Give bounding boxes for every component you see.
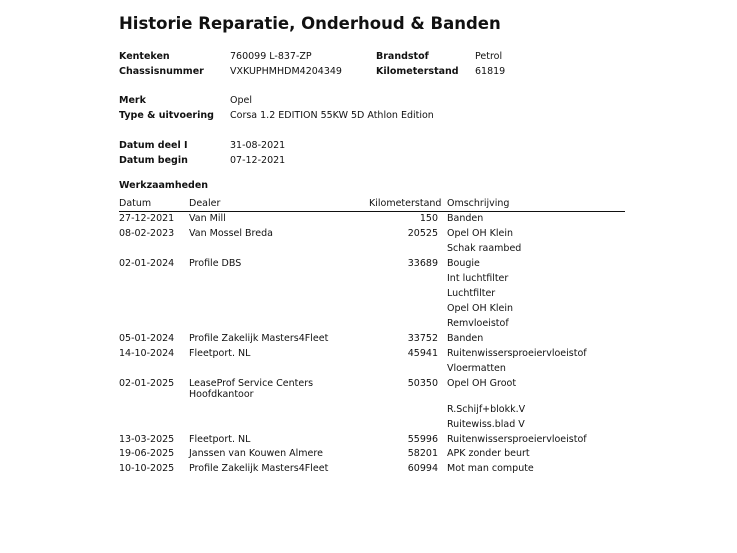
row-km: 45941: [407, 348, 438, 359]
row-item: Ruitenwissersproeiervloeistof: [447, 348, 587, 359]
row-km: 60994: [407, 463, 438, 474]
type-value: Corsa 1.2 EDITION 55KW 5D Athlon Edition: [230, 110, 434, 121]
type-label: Type & uitvoering: [119, 110, 214, 121]
column-header-kilometerstand: Kilometerstand: [369, 198, 442, 209]
table-header-divider: [119, 211, 625, 212]
datum-begin-label: Datum begin: [119, 155, 188, 166]
row-date: 13-03-2025: [119, 434, 175, 445]
kenteken-value: 760099 L-837-ZP: [230, 51, 312, 62]
column-header-dealer: Dealer: [189, 198, 221, 209]
column-header-datum: Datum: [119, 198, 152, 209]
row-item: Opel OH Klein: [447, 303, 514, 314]
row-item: Banden: [447, 333, 484, 344]
row-date: 10-10-2025: [119, 463, 175, 474]
werkzaamheden-heading: Werkzaamheden: [119, 180, 209, 191]
row-dealer: Janssen van Kouwen Almere: [189, 448, 323, 459]
row-dealer: Fleetport. NL: [189, 348, 251, 359]
row-date: 08-02-2023: [119, 228, 175, 239]
row-item: Banden: [447, 213, 484, 224]
row-item: Ruitenwissersproeiervloeistof: [447, 434, 587, 445]
row-item: Mot man compute: [447, 463, 534, 474]
km-value: 61819: [475, 66, 506, 77]
row-dealer: Van Mill: [189, 213, 226, 224]
datum-deel-value: 31-08-2021: [230, 140, 286, 151]
row-item: Ruitewiss.blad V: [447, 419, 525, 430]
brandstof-value: Petrol: [475, 51, 503, 62]
datum-deel-label: Datum deel I: [119, 140, 188, 151]
row-dealer: Profile Zakelijk Masters4Fleet: [189, 333, 329, 344]
page-title: Historie Reparatie, Onderhoud & Banden: [119, 14, 501, 33]
datum-begin-value: 07-12-2021: [230, 155, 286, 166]
row-km: 55996: [407, 434, 438, 445]
km-label: Kilometerstand: [376, 66, 459, 77]
row-item: APK zonder beurt: [447, 448, 530, 459]
column-header-omschrijving: Omschrijving: [447, 198, 510, 209]
row-item: Schak raambed: [447, 243, 522, 254]
row-dealer: Profile Zakelijk Masters4Fleet: [189, 463, 329, 474]
row-date: 14-10-2024: [119, 348, 175, 359]
row-item: Opel OH Groot: [447, 378, 517, 389]
row-dealer: Fleetport. NL: [189, 434, 251, 445]
brandstof-label: Brandstof: [376, 51, 429, 62]
row-km: 150: [419, 213, 438, 224]
row-km: 20525: [407, 228, 438, 239]
row-dealer: Van Mossel Breda: [189, 228, 273, 239]
row-dealer-line1: LeaseProf Service Centers: [189, 378, 314, 389]
row-km: 50350: [407, 378, 438, 389]
row-item: Opel OH Klein: [447, 228, 514, 239]
row-item: Vloermatten: [447, 363, 506, 374]
row-item: R.Schijf+blokk.V: [447, 404, 526, 415]
row-date: 05-01-2024: [119, 333, 175, 344]
row-date: 27-12-2021: [119, 213, 175, 224]
row-km: 33689: [407, 258, 438, 269]
chassis-label: Chassisnummer: [119, 66, 204, 77]
chassis-value: VXKUPHMHDM4204349: [230, 66, 342, 77]
row-km: 33752: [407, 333, 438, 344]
row-dealer-line2: Hoofdkantoor: [189, 389, 254, 400]
row-item: Luchtfilter: [447, 288, 496, 299]
row-item: Bougie: [447, 258, 480, 269]
row-dealer: Profile DBS: [189, 258, 242, 269]
row-date: 19-06-2025: [119, 448, 175, 459]
row-km: 58201: [407, 448, 438, 459]
row-date: 02-01-2025: [119, 378, 175, 389]
row-date: 02-01-2024: [119, 258, 175, 269]
merk-value: Opel: [230, 95, 252, 106]
kenteken-label: Kenteken: [119, 51, 170, 62]
merk-label: Merk: [119, 95, 146, 106]
row-item: Int luchtfilter: [447, 273, 509, 284]
row-item: Remvloeistof: [447, 318, 509, 329]
